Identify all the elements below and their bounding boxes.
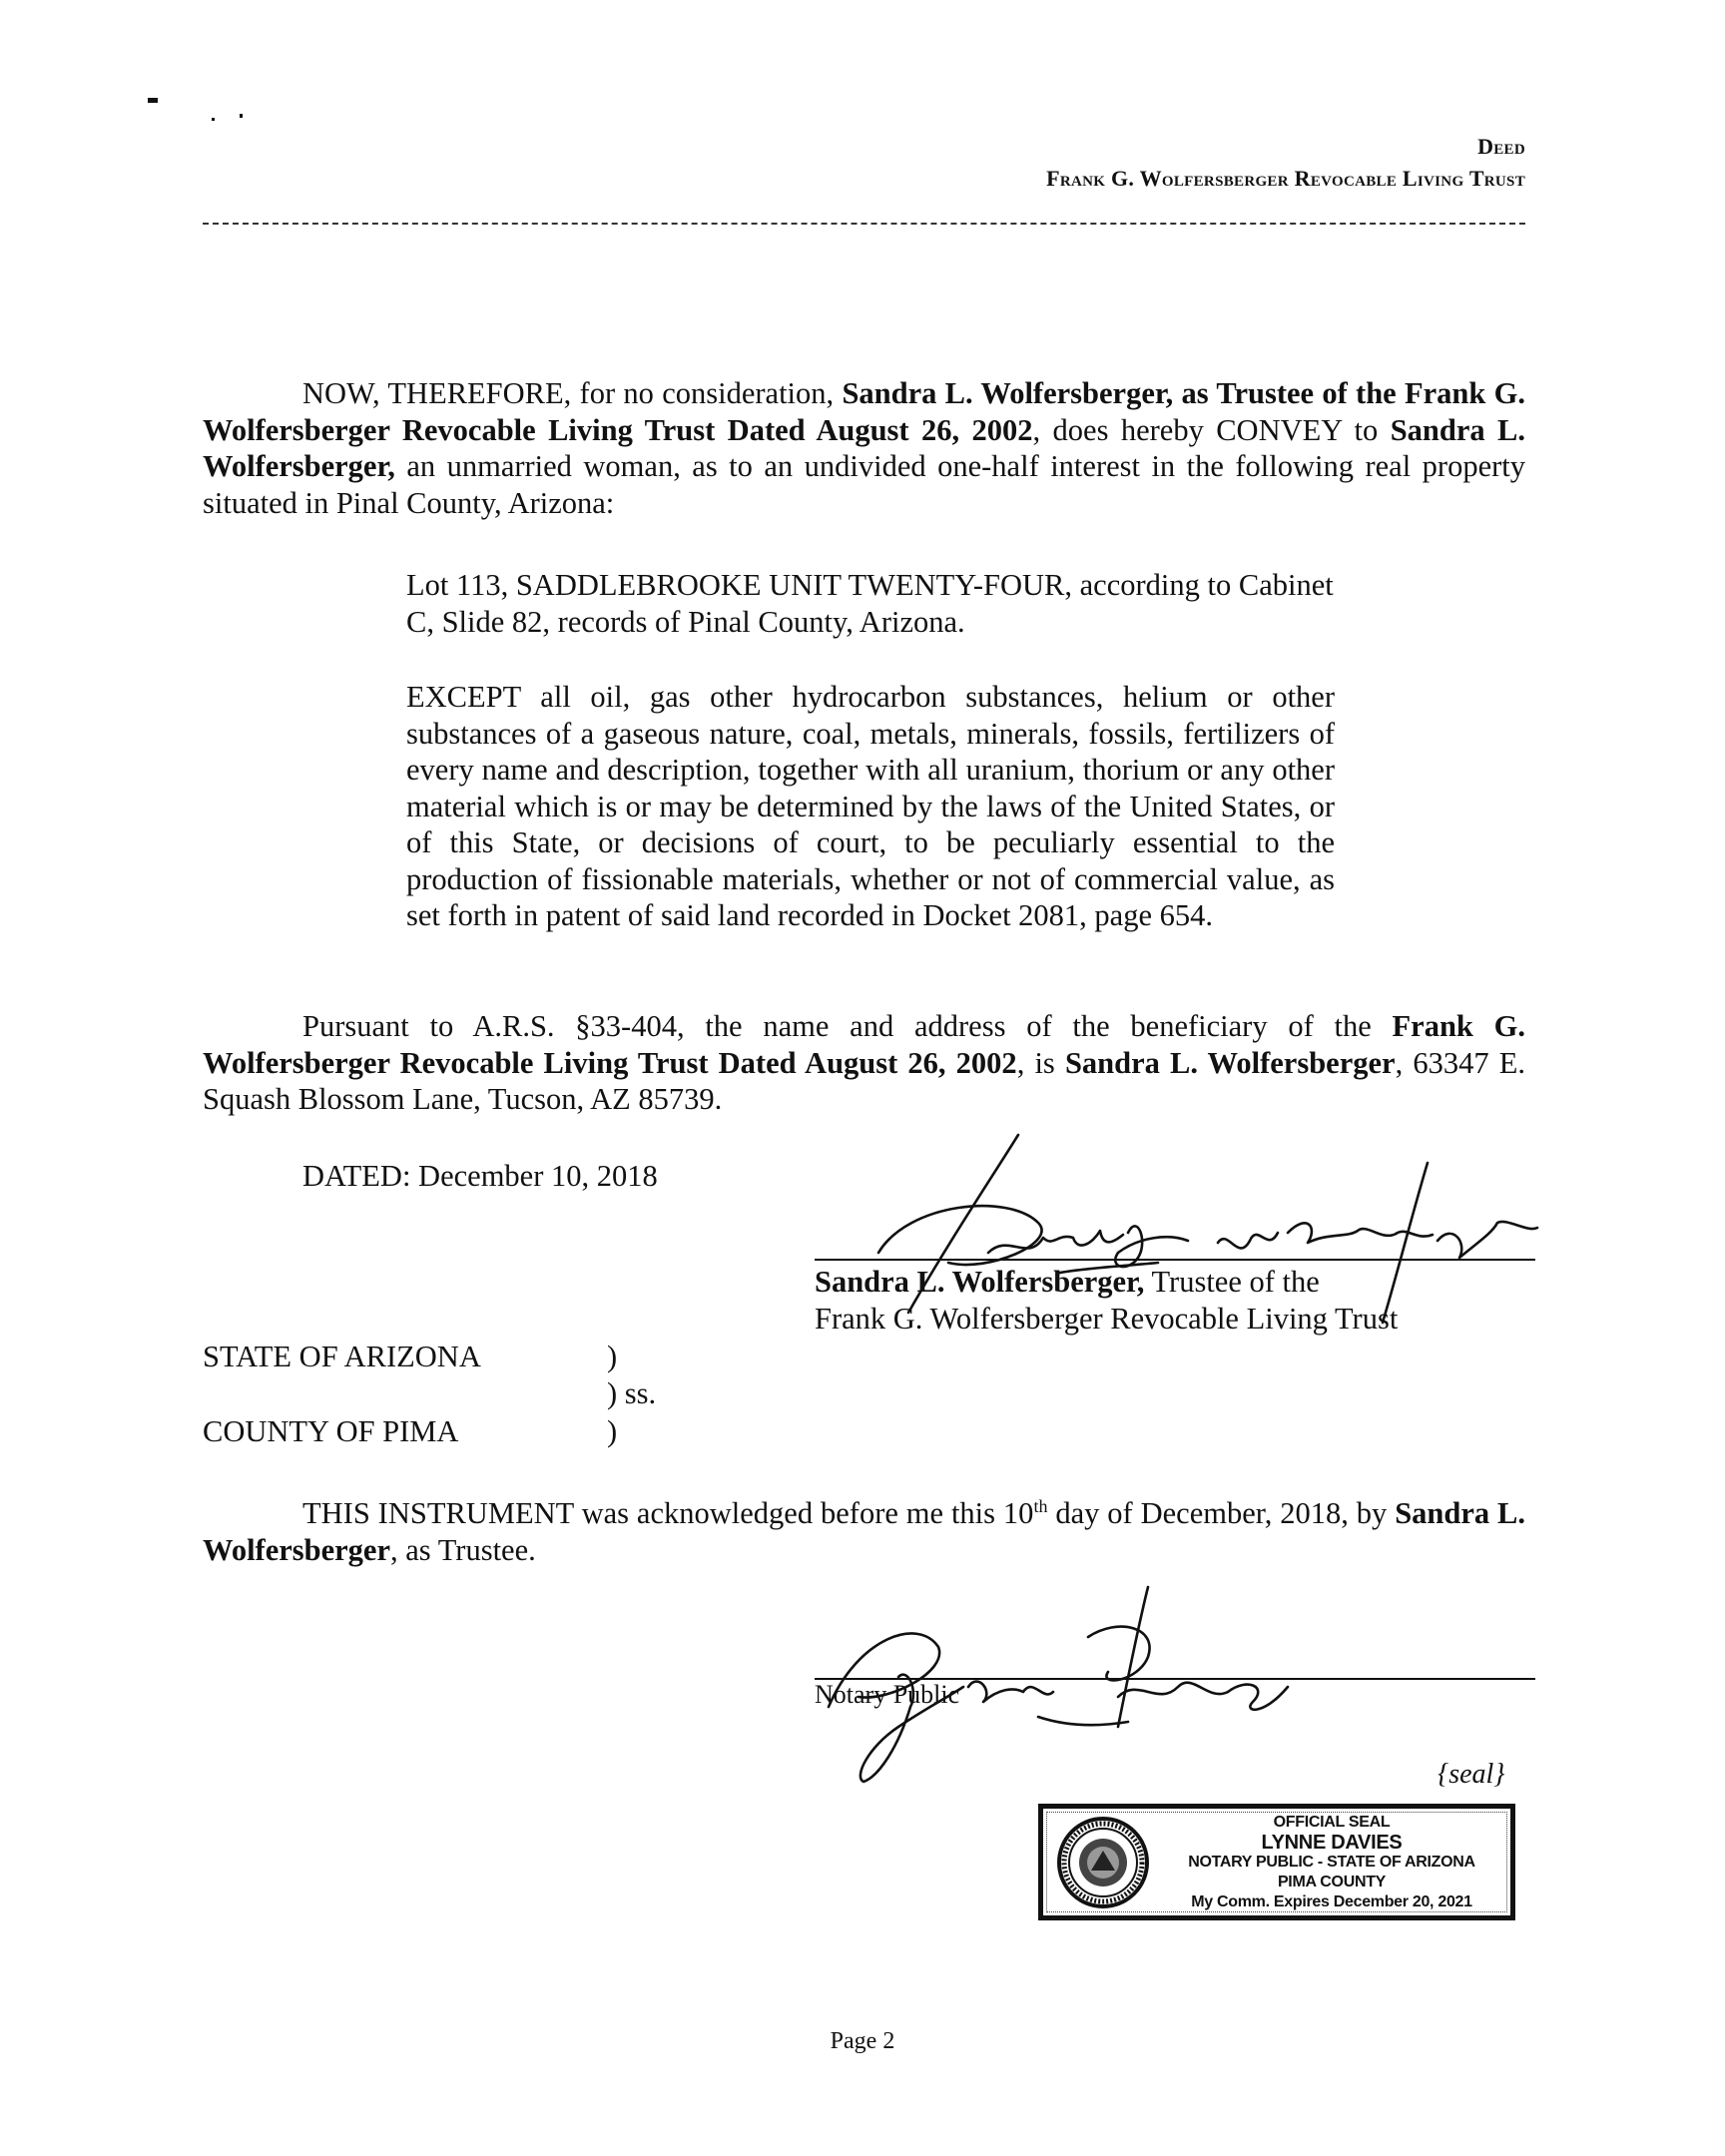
venue-paren: ) (607, 1414, 618, 1448)
grantee-name: Sandra L. Wolfersberger, (203, 412, 1525, 483)
acknowledgment-ordinal: th (1033, 1496, 1048, 1516)
beneficiary-mid: , is (1016, 1045, 1065, 1080)
dated-line: DATED: December 10, 2018 (302, 1159, 658, 1193)
page-number: Page 2 (830, 2028, 895, 2054)
acknowledgment-end: , as Trustee. (390, 1532, 536, 1567)
beneficiary-address: , 63347 E. Squash Blossom Lane, Tucson, AZ 85739. (203, 1045, 1525, 1116)
conveyance-paragraph (203, 375, 1525, 521)
venue-ss: ) ss. (607, 1376, 657, 1410)
seal-state: NOTARY PUBLIC - STATE OF ARIZONA (1188, 1854, 1475, 1871)
seal-placeholder-label: {seal} (1438, 1759, 1505, 1790)
beneficiary-paragraph (203, 1008, 1525, 1118)
beneficiary-name: Sandra L. Wolfersberger (1064, 1045, 1396, 1080)
mineral-exception: EXCEPT all oil, gas other hydrocarbon substances, helium or other substances of a gaseous nature, coal, metals, minerals, fossils, fertilizers of every name and description, together with all uranium, thorium or any other material which is or may be determined by the laws of the United States, or of this State, or decisions of court, to be peculiarly essential to the production of fissionable materials, whether or not of commercial value, as set forth in patent of said land recorded in Docket 2081, page 654. (406, 680, 1335, 932)
acknowledgment-paragraph (203, 1488, 1525, 1568)
trustee-trust-name: Frank G. Wolfersberger Revocable Living Trust (815, 1302, 1399, 1336)
scan-speck (212, 118, 215, 121)
beneficiary-trust-name: Frank G. Wolfersberger Revocable Living Trust Dated August 26, 2002 (203, 1009, 1526, 1080)
trust-name-header: Frank G. Wolfersberger Revocable Living Trust (1046, 166, 1525, 191)
venue-paren: ) (607, 1340, 618, 1373)
venue-state: STATE OF ARIZONA (203, 1340, 481, 1373)
scan-speck (240, 114, 243, 118)
conveyance-tail: an unmarried woman, as to an undivided one-half interest in the following real property situated in Pinal County, Arizona: (203, 449, 1525, 520)
state-seal-emblem (1055, 1815, 1151, 1910)
trustee-signature-line (815, 1259, 1535, 1261)
conveyance-mid: , does hereby CONVEY to (1032, 412, 1391, 447)
conveyance-lead: NOW, THEREFORE, for no consideration, (302, 376, 843, 410)
header-rule (203, 223, 1525, 225)
trustee-role: Trustee of the (1144, 1265, 1320, 1299)
seal-county: PIMA COUNTY (1277, 1874, 1387, 1890)
acknowledgment-name: Sandra L. Wolfersberger (203, 1496, 1525, 1567)
notary-seal-stamp (1038, 1804, 1515, 1920)
venue-county: COUNTY OF PIMA (203, 1414, 459, 1448)
beneficiary-lead: Pursuant to A.R.S. §33-404, the name and address of the beneficiary of the (302, 1009, 1393, 1043)
seal-notary-name: LYNNE DAVIES (1261, 1832, 1403, 1854)
trustee-name: Sandra L. Wolfersberger, (815, 1265, 1145, 1299)
scan-speck (148, 98, 158, 103)
document-type-header: Deed (1477, 134, 1525, 159)
notary-public-label: Notary Public (815, 1680, 960, 1709)
acknowledgment-lead: THIS INSTRUMENT was acknowledged before me this 10 (302, 1496, 1034, 1531)
seal-expiration: My Comm. Expires December 20, 2021 (1191, 1893, 1472, 1910)
acknowledgment-tail: day of December, 2018, by (1047, 1496, 1396, 1531)
trustee-signature-block (815, 1264, 1320, 1301)
seal-title: OFFICIAL SEAL (1273, 1814, 1391, 1831)
seal-text-block (1163, 1813, 1500, 1912)
legal-description: Lot 113, SADDLEBROOKE UNIT TWENTY-FOUR, according to Cabinet C, Slide 82, records of Pinal County, Arizona. (406, 568, 1334, 639)
grantor-name: Sandra L. Wolfersberger, as Trustee of the Frank G. Wolfersberger Revocable Living Trust Dated August 26, 2002 (203, 376, 1525, 447)
